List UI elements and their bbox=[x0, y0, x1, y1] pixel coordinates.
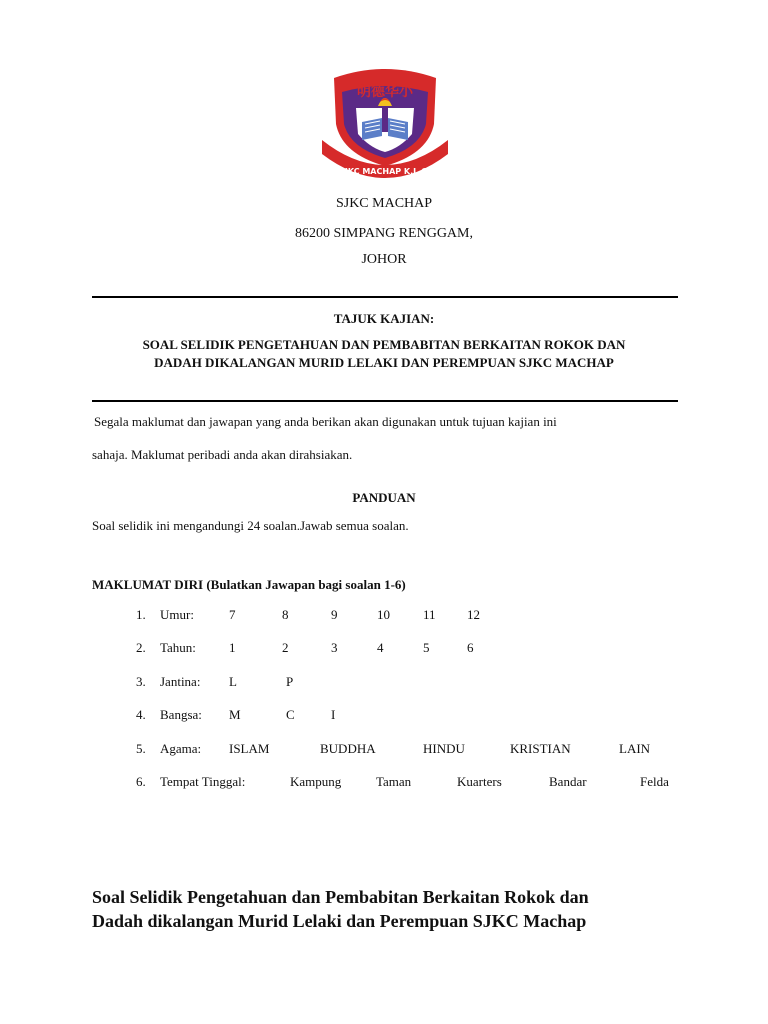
study-title-line1: SOAL SELIDIK PENGETAHUAN DAN PEMBABITAN BERKAITAN ROKOK DAN bbox=[142, 337, 626, 352]
question-number: 6. bbox=[136, 774, 146, 789]
school-name: SJKC MACHAP bbox=[335, 196, 433, 211]
answer-option[interactable]: KRISTIAN bbox=[510, 741, 571, 756]
question-number: 5. bbox=[136, 741, 146, 756]
study-heading: TAJUK KAJIAN: bbox=[333, 311, 435, 326]
notice-line2: sahaja. Maklumat peribadi anda akan dirahsiakan. bbox=[92, 447, 353, 462]
question-number: 4. bbox=[136, 707, 146, 722]
school-address-line1: 86200 SIMPANG RENGGAM, bbox=[294, 226, 473, 241]
answer-option[interactable]: P bbox=[286, 674, 294, 689]
svg-text:明德华小: 明德华小 bbox=[357, 84, 413, 100]
school-crest-logo bbox=[318, 62, 452, 184]
notice-line1: Segala maklumat dan jawapan yang anda berikan akan digunakan untuk tujuan kajian ini bbox=[94, 414, 557, 429]
answer-option[interactable]: HINDU bbox=[423, 741, 465, 756]
answer-option[interactable]: Felda bbox=[640, 774, 669, 789]
answer-option[interactable]: I bbox=[331, 707, 336, 722]
question-label: Tahun: bbox=[160, 640, 196, 655]
answer-option[interactable]: M bbox=[229, 707, 241, 722]
footer-title-line2: Dadah dikalangan Murid Lelaki dan Perempuan SJKC Machap bbox=[92, 911, 587, 931]
answer-option[interactable]: 9 bbox=[331, 607, 338, 622]
answer-option[interactable]: Bandar bbox=[549, 774, 587, 789]
answer-option[interactable]: 11 bbox=[423, 607, 436, 622]
answer-option[interactable]: 12 bbox=[467, 607, 480, 622]
svg-text:SJKC MACHAP K.L.G.: SJKC MACHAP K.L.G. bbox=[339, 167, 431, 176]
answer-option[interactable]: 7 bbox=[229, 607, 236, 622]
question-label: Umur: bbox=[160, 607, 194, 622]
question-label: Agama: bbox=[160, 741, 202, 756]
answer-option[interactable]: 5 bbox=[423, 640, 430, 655]
question-label: Jantina: bbox=[160, 674, 201, 689]
study-title-line2: DADAH DIKALANGAN MURID LELAKI DAN PEREMPUAN SJKC MACHAP bbox=[154, 355, 614, 370]
answer-option[interactable]: 4 bbox=[377, 640, 384, 655]
answer-option[interactable]: 6 bbox=[467, 640, 474, 655]
question-number: 3. bbox=[136, 674, 146, 689]
question-number: 2. bbox=[136, 640, 146, 655]
answer-option[interactable]: L bbox=[229, 674, 237, 689]
answer-option[interactable]: BUDDHA bbox=[320, 741, 376, 756]
guide-heading: PANDUAN bbox=[352, 490, 416, 505]
school-address-line2: JOHOR bbox=[361, 252, 407, 267]
divider-bottom bbox=[92, 400, 678, 402]
guide-text: Soal selidik ini mengandungi 24 soalan.Jawab semua soalan. bbox=[92, 518, 409, 533]
answer-option[interactable]: C bbox=[286, 707, 295, 722]
answer-option[interactable]: 3 bbox=[331, 640, 338, 655]
answer-option[interactable]: Kampung bbox=[290, 774, 342, 789]
answer-option[interactable]: 1 bbox=[229, 640, 236, 655]
answer-option[interactable]: ISLAM bbox=[229, 741, 270, 756]
divider-top bbox=[92, 296, 678, 298]
answer-option[interactable]: 2 bbox=[282, 640, 289, 655]
question-number: 1. bbox=[136, 607, 146, 622]
answer-option[interactable]: Taman bbox=[376, 774, 412, 789]
answer-option[interactable]: Kuarters bbox=[457, 774, 502, 789]
personal-info-heading: MAKLUMAT DIRI (Bulatkan Jawapan bagi soalan 1-6) bbox=[92, 577, 406, 592]
answer-option[interactable]: 8 bbox=[282, 607, 289, 622]
question-label: Bangsa: bbox=[160, 707, 202, 722]
answer-option[interactable]: 10 bbox=[377, 607, 390, 622]
answer-option[interactable]: LAIN bbox=[619, 741, 651, 756]
question-label: Tempat Tinggal: bbox=[160, 774, 246, 789]
footer-title bbox=[92, 885, 589, 933]
footer-title-line1: Soal Selidik Pengetahuan dan Pembabitan Berkaitan Rokok dan bbox=[92, 887, 589, 907]
